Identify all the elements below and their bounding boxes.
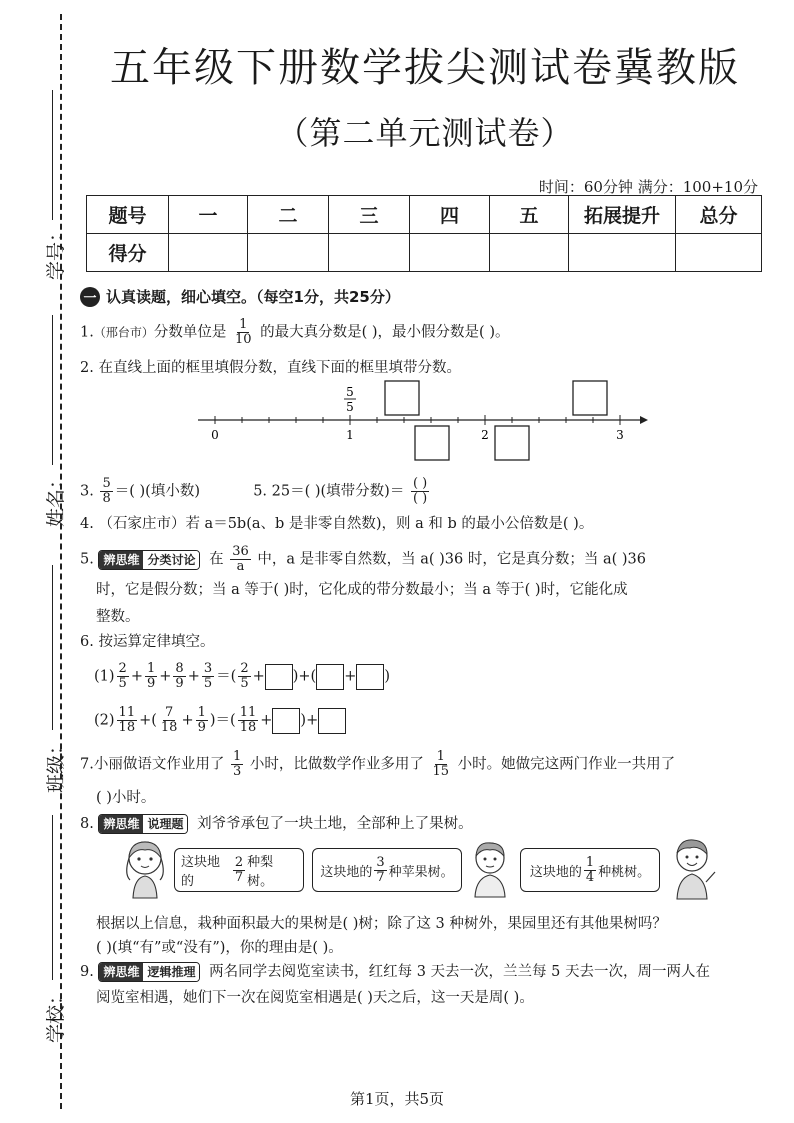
score-header-cell: 五 — [490, 196, 569, 234]
denominator: 7 — [234, 869, 244, 885]
student-id-label: 学号： — [45, 222, 68, 281]
score-cell[interactable] — [410, 234, 490, 272]
numerator: 8 — [175, 661, 184, 676]
fraction-numerator: 5 — [346, 385, 354, 399]
numerator: 3 — [376, 854, 385, 870]
number-line — [190, 378, 650, 468]
fraction — [159, 706, 180, 735]
bubble-text: 种梨树。 — [247, 855, 274, 889]
denominator: 9 — [146, 676, 156, 691]
score-header-cell: 三 — [329, 196, 410, 234]
question-number: 9. — [80, 964, 94, 980]
score-header-cell: 二 — [248, 196, 329, 234]
denominator: 5 — [118, 676, 127, 691]
fraction-denominator: 5 — [346, 400, 354, 414]
tag-type: 说理题 — [143, 815, 187, 833]
answer-box-above[interactable] — [573, 381, 607, 415]
fraction — [100, 477, 112, 506]
answer-box[interactable] — [265, 664, 293, 690]
tag-type: 分类讨论 — [143, 551, 199, 569]
question-text: 两名同学去阅览室读书，红红每 3 天去一次，兰兰每 5 天去一次，周一两人在 — [209, 964, 710, 980]
class-label: 班级： — [45, 735, 68, 794]
tag-label: 辨思维 — [99, 551, 143, 569]
name-label: 姓名： — [45, 469, 68, 528]
numerator: 7 — [165, 705, 174, 720]
student-id-field — [12, 90, 68, 290]
question-6: 6. 按运算定律填空。 — [80, 634, 215, 650]
score-table — [86, 195, 762, 272]
question-text: 小时。她做完这两门作业一共用了 — [457, 756, 676, 773]
denominator: 18 — [239, 720, 257, 735]
numerator: 2 — [118, 661, 127, 676]
question-6-part-2: (2) $\frac{11}{18}$ +( $\frac{7}{18}$ + $\frac{1}{9}$ )＝( $\frac{11}{18}$ + )+ — [94, 706, 346, 735]
tick-label: 1 — [346, 428, 354, 442]
fraction — [202, 662, 214, 691]
boy-waving-illustration-icon — [668, 838, 718, 900]
class-field — [12, 565, 68, 795]
page-footer: 第1页，共5页 — [349, 1090, 445, 1108]
part-number: (1) — [94, 668, 115, 685]
student-id-line[interactable] — [52, 90, 53, 220]
score-header-cell: 一 — [169, 196, 248, 234]
answer-box[interactable] — [272, 708, 300, 734]
page-subtitle: （第二单元测试卷） — [276, 114, 574, 152]
name-field — [12, 315, 68, 528]
binding-dash-line — [60, 14, 62, 1109]
fraction — [117, 706, 138, 735]
fraction — [233, 318, 254, 347]
question-text: 的最大真分数是( )，最小假分数是( )。 — [260, 324, 510, 341]
region-note: （邢台市） — [93, 325, 154, 340]
denominator: 3 — [232, 764, 242, 779]
numerator: 5 — [102, 476, 111, 491]
tick-label: 2 — [481, 428, 489, 442]
bubble-text: 这块地的 — [529, 864, 582, 880]
name-line[interactable] — [52, 315, 53, 465]
question-8 — [80, 812, 473, 836]
question-9-line-2: 阅览室相遇，她们下一次在阅览室相遇是( )天之后，这一天是周( )。 — [96, 990, 534, 1006]
numerator: 1 — [232, 749, 242, 764]
answer-box-above[interactable] — [385, 381, 419, 415]
numerator: 1 — [239, 317, 248, 332]
denominator: a — [236, 559, 245, 574]
denominator: 15 — [432, 764, 449, 779]
question-number: 1. — [80, 324, 94, 341]
answer-box-below[interactable] — [415, 426, 449, 460]
numerator: 1 — [197, 705, 206, 720]
denominator: 4 — [585, 869, 595, 885]
question-3 — [80, 477, 431, 506]
numerator: 1 — [436, 749, 445, 764]
numerator: 2 — [240, 661, 249, 676]
denominator: 18 — [118, 720, 136, 735]
numerator: 36 — [232, 544, 249, 559]
denominator: 9 — [197, 720, 206, 735]
thinking-tag — [98, 962, 200, 982]
denominator: 5 — [203, 676, 213, 691]
fraction — [584, 856, 596, 885]
time-info: 时间：60分钟 满分：100+10分 — [538, 178, 758, 196]
fraction — [238, 706, 259, 735]
denominator: 10 — [234, 332, 252, 347]
denominator-blank[interactable]: ( ) — [412, 491, 428, 506]
bubble-text: 种桃树。 — [598, 864, 651, 880]
question-text: 在 — [209, 551, 224, 568]
question-number: 7. — [80, 756, 94, 773]
part-number: (2) — [94, 712, 115, 729]
answer-box-below[interactable] — [495, 426, 529, 460]
blank-fraction[interactable] — [411, 477, 429, 506]
bubble-text: 这块地的 — [320, 864, 373, 880]
fraction — [196, 706, 208, 735]
numerator: 1 — [146, 661, 156, 676]
denominator: 8 — [102, 491, 111, 506]
bubble-text: 种苹果树。 — [388, 864, 454, 880]
numerator-blank[interactable]: ( ) — [412, 476, 428, 491]
score-row-label: 得分 — [87, 234, 169, 272]
score-cell[interactable] — [329, 234, 410, 272]
school-line[interactable] — [52, 815, 53, 980]
question-8-line-3: ( )(填“有”或“没有”)，你的理由是( )。 — [96, 940, 343, 956]
score-header-cell: 拓展提升 — [569, 196, 676, 234]
question-7 — [80, 750, 675, 779]
section-1-title: 认真读题，细心填空。（每空1分，共25分） — [106, 288, 400, 306]
fraction — [231, 750, 243, 779]
denominator: 5 — [240, 676, 249, 691]
speech-bubble-apple — [312, 848, 462, 892]
question-text: 小时，比做数学作业多用了 — [249, 756, 424, 773]
tag-label: 辨思维 — [99, 963, 143, 981]
fraction — [238, 662, 250, 691]
question-text: 刘爷爷承包了一块土地，全部种上了果树。 — [197, 816, 473, 832]
score-header-cell: 总分 — [676, 196, 762, 234]
speech-bubble-peach — [520, 848, 660, 892]
score-header-cell: 四 — [410, 196, 490, 234]
speech-bubble-pear — [174, 848, 304, 892]
fraction — [230, 545, 251, 574]
tick-label: 0 — [211, 428, 219, 442]
fraction — [430, 750, 451, 779]
answer-box[interactable] — [318, 708, 346, 734]
question-7-line-2: ( )小时。 — [96, 790, 156, 806]
thinking-tag — [98, 814, 188, 834]
fraction — [233, 856, 245, 885]
question-5-line-2: 时，它是假分数；当 a 等于( )时，它化成的带分数最小；当 a 等于( )时，它能化成 — [96, 582, 628, 598]
numerator: 11 — [118, 705, 136, 720]
score-cell[interactable] — [569, 234, 676, 272]
score-cell[interactable] — [248, 234, 329, 272]
question-text: ＝( )(填小数) — [114, 483, 200, 500]
score-cell[interactable] — [676, 234, 762, 272]
question-text: 分数单位是 — [153, 324, 227, 341]
numerator: 3 — [203, 661, 213, 676]
question-5 — [80, 545, 646, 574]
score-cell[interactable] — [169, 234, 248, 272]
denominator: 18 — [160, 720, 178, 735]
fraction — [173, 662, 185, 691]
question-number: 8. — [80, 816, 94, 832]
section-number-badge: 一 — [80, 287, 100, 307]
question-text: 小丽做语文作业用了 — [93, 756, 225, 773]
tick-label: 3 — [616, 428, 624, 442]
question-1 — [80, 318, 509, 347]
score-header-cell: 题号 — [87, 196, 169, 234]
score-value-row — [87, 234, 762, 272]
tag-type: 逻辑推理 — [143, 963, 199, 981]
question-8-line-2: 根据以上信息，栽种面积最大的果树是( )树；除了这 3 种树外，果园里还有其他果树吗？ — [96, 916, 667, 932]
school-field — [12, 815, 68, 1055]
numerator: 11 — [239, 705, 257, 720]
question-number: 3. — [80, 483, 94, 500]
score-cell[interactable] — [490, 234, 569, 272]
question-text: 中，a 是非零自然数，当 a( )36 时，它是真分数；当 a( )36 — [257, 551, 646, 568]
fraction — [374, 856, 386, 885]
class-line[interactable] — [52, 565, 53, 730]
question-9 — [80, 960, 710, 984]
school-label: 学校： — [45, 985, 68, 1044]
question-4: 4. （石家庄市）若 a＝5b(a、b 是非零自然数)，则 a 和 b 的最小公倍数是( )。 — [80, 516, 594, 532]
fraction — [117, 662, 129, 691]
denominator: 7 — [376, 869, 385, 885]
question-number: 5. — [80, 551, 94, 568]
question-6-part-1: (1) $\frac{2}{5}$ + $\frac{1}{9}$ + $\frac{8}{9}$ + $\frac{3}{5}$ ＝( $\frac{2}{5}$ + )+( + ) — [94, 661, 391, 691]
denominator: 9 — [175, 676, 184, 691]
score-header-row — [87, 196, 762, 234]
thinking-tag — [98, 550, 200, 570]
section-1-heading — [80, 286, 400, 307]
numerator: 2 — [234, 854, 244, 870]
page-title: 五年级下册数学拔尖测试卷冀教版 — [110, 45, 740, 91]
girl-illustration-icon — [120, 840, 170, 900]
question-5-line-3: 整数。 — [96, 609, 140, 625]
question-text: 5. 25＝( )(填带分数)＝ — [253, 483, 405, 500]
answer-box[interactable] — [356, 664, 384, 690]
question-2: 2. 在直线上面的框里填假分数，直线下面的框里填带分数。 — [80, 360, 461, 376]
numerator: 1 — [585, 854, 595, 870]
tag-label: 辨思维 — [99, 815, 143, 833]
answer-box[interactable] — [316, 664, 344, 690]
boy-illustration-icon — [467, 840, 513, 898]
bubble-text: 这块地的 — [181, 855, 221, 889]
fraction — [145, 662, 157, 691]
